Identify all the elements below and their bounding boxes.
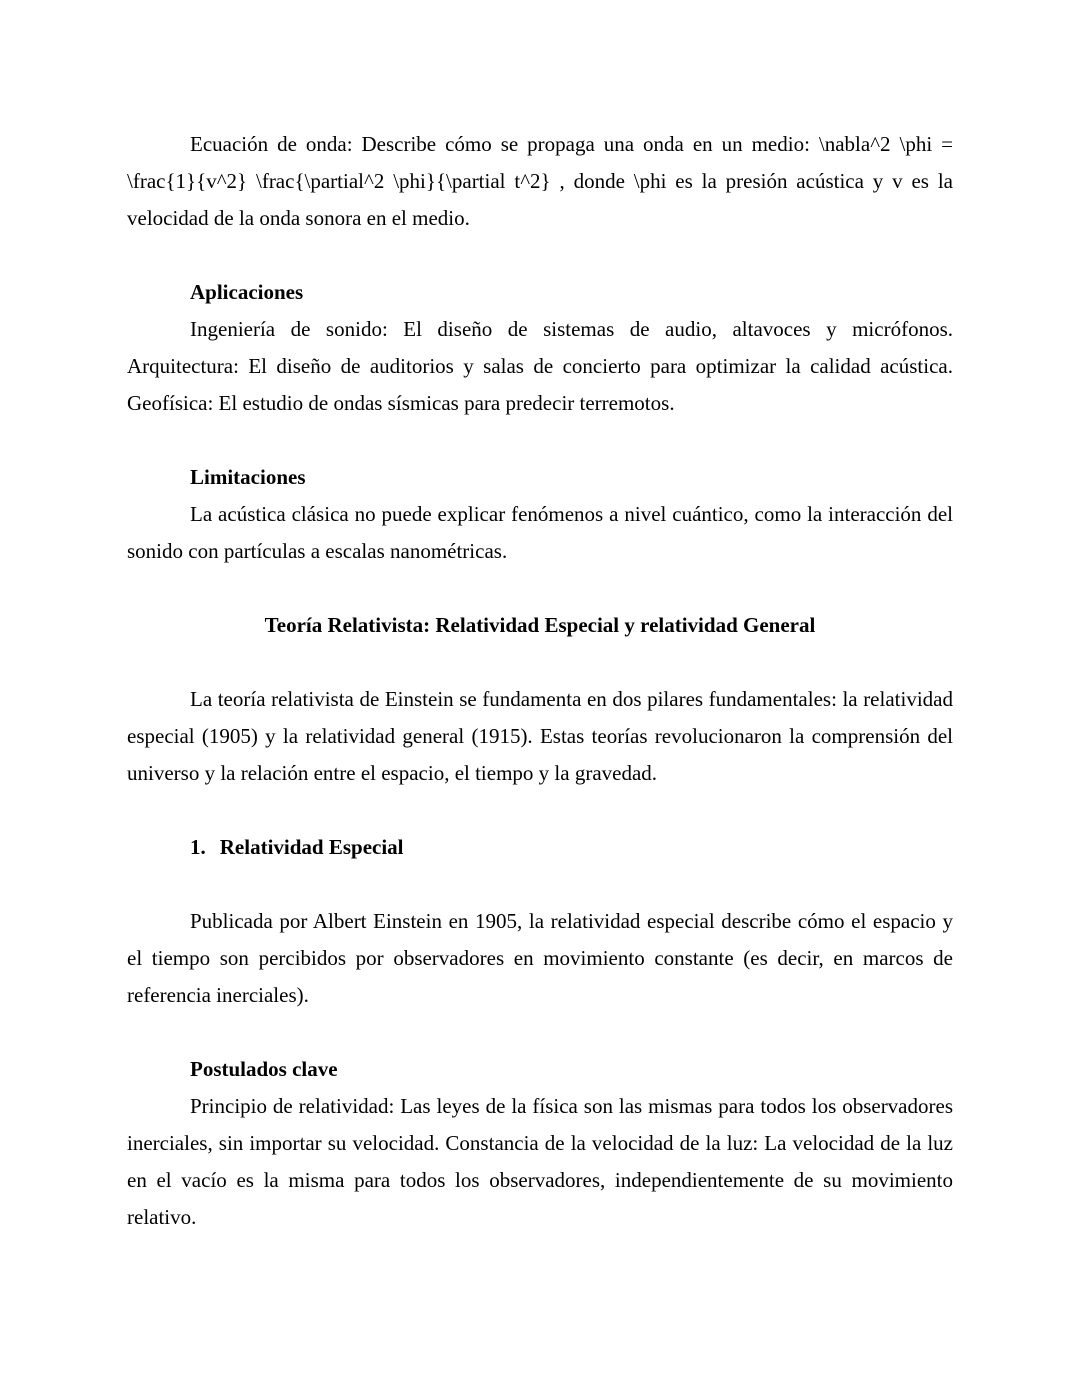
paragraph-relatividad-intro: La teoría relativista de Einstein se fundamenta en dos pilares fundamentales: la relatividad especial (1905) y la relatividad general (1915). Estas teorías revolucionaron la comprensión del universo y la relación entre el espacio, el tiempo y la gravedad. bbox=[127, 687, 953, 785]
heading-aplicaciones: Aplicaciones bbox=[190, 280, 304, 304]
paragraph-aplicaciones: Ingeniería de sonido: El diseño de sistemas de audio, altavoces y micrófonos. Arquitectura: El diseño de auditorios y salas de concierto para optimizar la calidad acústica. Geofísica: El estudio de ondas sísmicas para predecir terremotos. bbox=[127, 317, 953, 415]
heading-limitaciones: Limitaciones bbox=[190, 465, 306, 489]
heading-postulados-clave: Postulados clave bbox=[190, 1057, 338, 1081]
heading-relatividad-especial bbox=[127, 829, 953, 866]
heading-teoria-relativista: Teoría Relativista: Relatividad Especial y relatividad General bbox=[264, 613, 816, 637]
paragraph-postulados-clave: Principio de relatividad: Las leyes de la física son las mismas para todos los observadores inerciales, sin importar su velocidad. Constancia de la velocidad de la luz: La velocidad de la luz en el vacío es la misma para todos los observadores, independientemente de su movimiento relativo. bbox=[127, 1094, 953, 1229]
heading-relatividad-especial-label: Relatividad Especial bbox=[219, 835, 404, 859]
paragraph-limitaciones: La acústica clásica no puede explicar fenómenos a nivel cuántico, como la interacción del sonido con partículas a escalas nanométricas. bbox=[127, 502, 953, 563]
heading-relatividad-especial-number: 1. bbox=[190, 835, 206, 859]
paragraph-wave-equation: Ecuación de onda: Describe cómo se propaga una onda en un medio: \nabla^2 \phi = \frac{1}{v^2} \frac{\partial^2 \phi}{\partial t^2} , donde \phi es la presión acústica y v es la velocidad de la onda sonora en el medio. bbox=[127, 132, 953, 230]
paragraph-relatividad-especial: Publicada por Albert Einstein en 1905, la relatividad especial describe cómo el espacio y el tiempo son percibidos por observadores en movimiento constante (es decir, en marcos de referencia inerciales). bbox=[127, 909, 953, 1007]
